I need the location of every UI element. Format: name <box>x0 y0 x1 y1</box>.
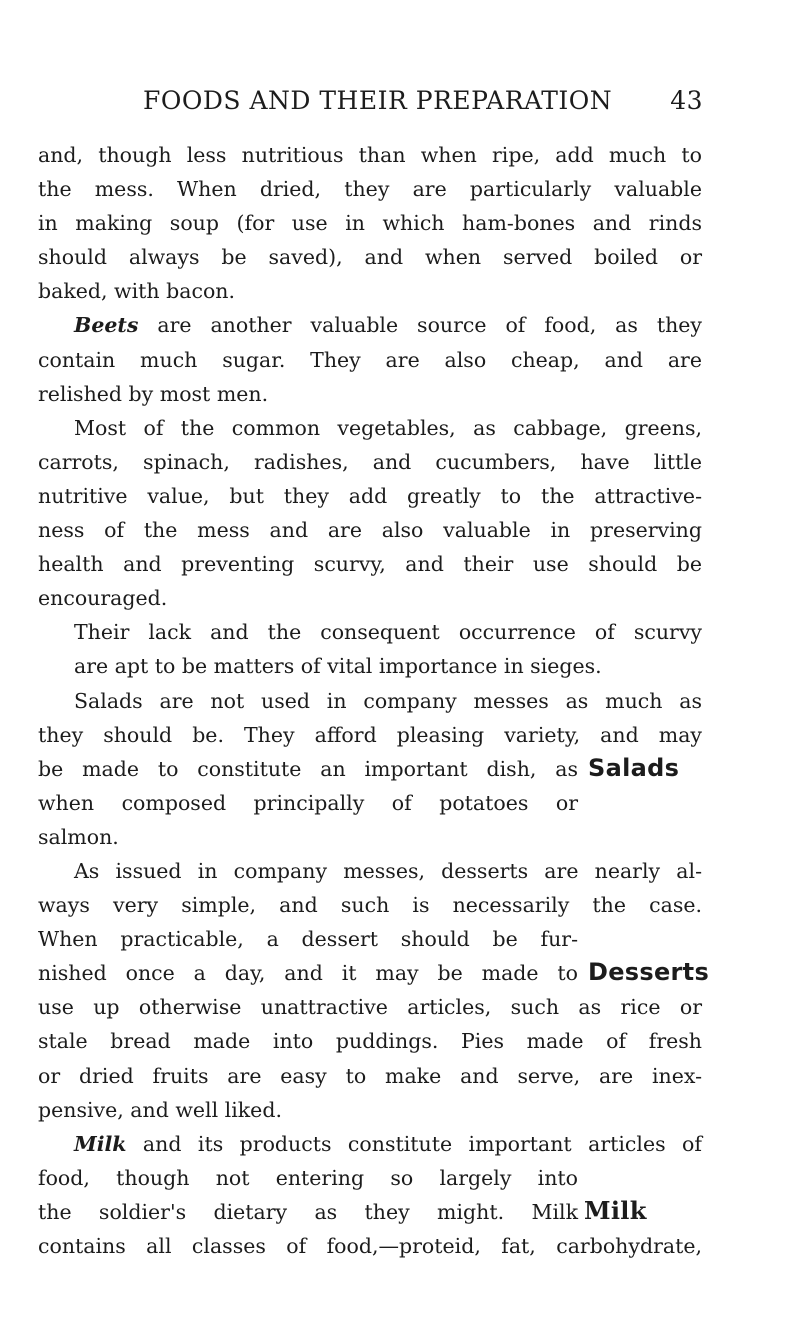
text-line: use up otherwise unattractive articles, such as rice or <box>38 995 702 1020</box>
text-line: When practicable, a dessert should be fur- <box>38 927 578 952</box>
text-line: in making soup (for use in which ham-bones and rinds <box>38 211 702 236</box>
text-line: contains all classes of food,—proteid, fat, carbohydrate, <box>38 1234 702 1258</box>
text-line: relished by most men. <box>38 381 269 406</box>
text-line: Most of the common vegetables, as cabbage, greens, <box>74 415 702 440</box>
italic-term-milk: Milk <box>74 1131 127 1156</box>
text-line: are apt to be matters of vital importance in sieges. <box>74 654 602 679</box>
text-line: As issued in company messes, desserts are nearly al- <box>74 858 702 883</box>
text-fragment: are another valuable source of food, as they <box>157 313 702 338</box>
text-fragment: and its products constitute important articles of <box>142 1131 702 1156</box>
text-line: nished once a day, and it may be made to <box>38 961 578 986</box>
text-line: pensive, and well liked. <box>38 1097 282 1122</box>
body-text <box>38 138 702 1263</box>
text-line: the soldier's dietary as they might. Milk <box>38 1199 578 1224</box>
page-number: 43 <box>670 86 703 115</box>
text-line: salmon. <box>38 824 119 849</box>
margin-note-salads: Salads <box>588 754 680 782</box>
text-line: they should be. They afford pleasing variety, and may <box>38 722 702 747</box>
text-line: be made to constitute an important dish, as <box>38 756 578 781</box>
text-line: when composed principally of potatoes or <box>38 790 578 815</box>
text-line: encouraged. <box>38 586 168 611</box>
text-line: food, though not entering so largely into <box>38 1165 578 1190</box>
margin-note-milk: Milk <box>584 1196 647 1225</box>
italic-term-beets: Beets <box>74 313 139 338</box>
text-line: ness of the mess and are also valuable in preserving <box>38 518 702 543</box>
text-line <box>38 308 702 342</box>
text-line: stale bread made into puddings. Pies made of fresh <box>38 1029 702 1054</box>
text-line: carrots, spinach, radishes, and cucumbers, have little <box>38 449 702 474</box>
text-line: and, though less nutritious than when ripe, add much to <box>38 143 702 167</box>
text-line: baked, with bacon. <box>38 279 236 304</box>
text-line: should always be saved), and when served boiled or <box>38 245 702 270</box>
running-header <box>143 86 703 115</box>
text-line <box>38 1127 702 1161</box>
text-line: health and preventing scurvy, and their use should be <box>38 552 702 577</box>
running-title: FOODS AND THEIR PREPARATION <box>143 86 613 115</box>
text-line: contain much sugar. They are also cheap, and are <box>38 347 702 372</box>
text-line: or dried fruits are easy to make and serve, are inex- <box>38 1063 702 1088</box>
text-line: Salads are not used in company messes as much as <box>74 688 702 713</box>
text-line: nutritive value, but they add greatly to the attractive- <box>38 483 702 508</box>
margin-note-desserts: Desserts <box>588 958 710 986</box>
text-line: Their lack and the consequent occurrence of scurvy <box>74 620 702 645</box>
text-line: ways very simple, and such is necessarily the case. <box>38 893 702 918</box>
text-line: the mess. When dried, they are particularly valuable <box>38 177 702 202</box>
